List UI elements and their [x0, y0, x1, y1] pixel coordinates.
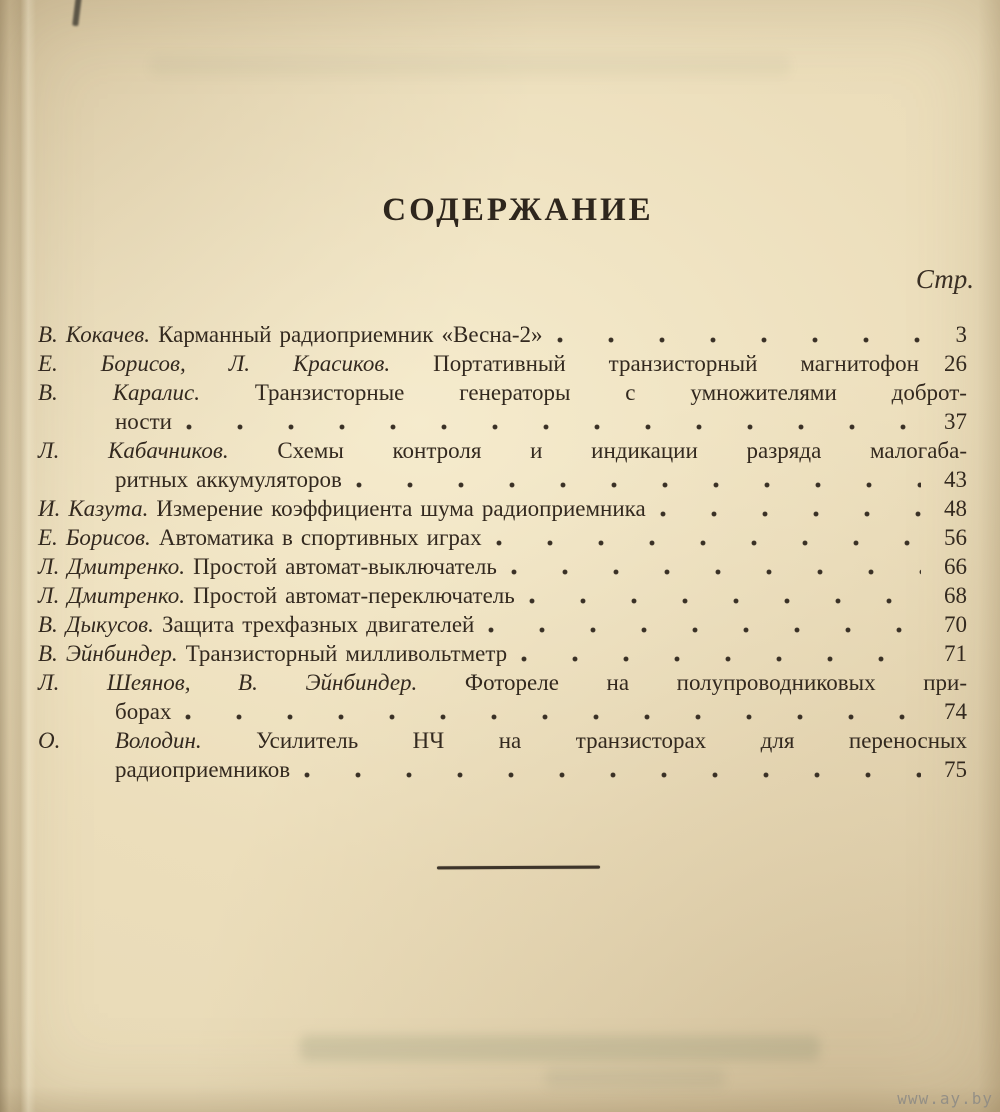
entry-page-number: 70: [944, 612, 967, 637]
entry-authors: Л. Дмитренко.: [38, 583, 186, 608]
corner-mark: [72, 0, 82, 26]
reverse-page-showthrough: [150, 55, 790, 77]
reverse-page-showthrough: [545, 1068, 725, 1088]
dot-leader: [557, 335, 922, 344]
toc-entry-line2: [38, 697, 967, 726]
entry-title: Простой автомат-выключатель: [193, 554, 497, 579]
entry-title: Автоматика в спортивных играх: [158, 525, 482, 550]
dot-leader: [186, 422, 921, 431]
entry-authors: В. Эйнбиндер.: [38, 641, 178, 666]
entry-text: [38, 494, 646, 523]
dot-leader: [488, 625, 921, 634]
entry-page-number: 56: [944, 525, 967, 550]
toc-entry-line1: [38, 668, 967, 697]
dot-leader: [304, 770, 921, 779]
table-of-contents: [38, 320, 967, 784]
entry-text: [38, 610, 474, 639]
entry-text: [38, 581, 515, 610]
entry-page-number: 66: [944, 554, 967, 579]
toc-entry-line2: [38, 465, 967, 494]
entry-text: [38, 349, 919, 378]
watermark: www.ay.by: [897, 1089, 993, 1108]
entry-page-number: 37: [944, 409, 967, 434]
reverse-page-showthrough: [300, 1035, 820, 1061]
page-gutter-crease: [10, 0, 36, 1112]
dot-leader: [496, 538, 921, 547]
toc-entry-line2: [38, 407, 967, 436]
entry-authors: В. Дыкусов.: [38, 612, 154, 637]
toc-entry-line1: [38, 436, 967, 465]
toc-entry: [38, 494, 967, 523]
toc-entry: [38, 349, 967, 378]
dot-leader: [660, 509, 921, 518]
entry-title: Защита трехфазных двигателей: [161, 612, 475, 637]
page-title: СОДЕРЖАНИЕ: [382, 192, 654, 228]
dot-leader: [185, 712, 921, 721]
entry-page-number: 48: [944, 496, 967, 521]
entry-title: Транзисторный милливольтметр: [185, 641, 508, 666]
entry-authors: О. Володин.: [38, 728, 202, 753]
toc-entry-line1: [38, 378, 967, 407]
entry-title: Схемы контроля и индикации разряда малогаба-: [277, 438, 967, 463]
toc-entry: [38, 610, 967, 639]
toc-entry: [38, 320, 967, 349]
entry-authors: И. Казута.: [38, 496, 149, 521]
entry-title: Фотореле на полупроводниковых при-: [464, 670, 967, 695]
dot-leader: [521, 654, 921, 663]
entry-continuation: радиоприемников: [115, 757, 291, 782]
entry-continuation: ритных аккумуляторов: [115, 467, 342, 492]
entry-authors: Л. Дмитренко.: [38, 554, 186, 579]
entry-authors: Е. Борисов, Л. Красиков.: [38, 351, 391, 376]
entry-page-number: 74: [944, 699, 967, 724]
entry-text: [38, 523, 482, 552]
entry-title: Усилитель НЧ на транзисторах для переносных: [256, 728, 967, 753]
dot-leader: [511, 567, 921, 576]
entry-authors: В. Каралис.: [38, 380, 200, 405]
entry-page-number: 26: [944, 351, 967, 376]
entry-text: [38, 320, 543, 349]
entry-page-number: 68: [944, 583, 967, 608]
entry-authors: Л. Кабачников.: [38, 438, 229, 463]
entry-authors: Л. Шеянов, В. Эйнбиндер.: [38, 670, 418, 695]
toc-entry: [38, 639, 967, 668]
entry-page-number: 43: [944, 467, 967, 492]
dot-leader: [529, 596, 921, 605]
entry-authors: Е. Борисов.: [38, 525, 151, 550]
entry-title: Простой автомат-переключатель: [193, 583, 515, 608]
toc-entry-line1: [38, 726, 967, 755]
toc-entry: [38, 552, 967, 581]
entry-authors: В. Кокачев.: [38, 322, 151, 347]
entry-title: Измерение коэффициента шума радиоприемника: [156, 496, 646, 521]
entry-page-number: 3: [955, 322, 967, 347]
entry-continuation: борах: [115, 699, 172, 724]
entry-title: Портативный транзисторный магнитофон: [433, 351, 919, 376]
entry-title: Транзисторные генераторы с умножителями доброт-: [254, 380, 967, 405]
entry-page-number: 71: [944, 641, 967, 666]
entry-text: [38, 552, 497, 581]
toc-entry-line2: [38, 755, 967, 784]
entry-continuation: ности: [115, 409, 172, 434]
toc-entry: [38, 523, 967, 552]
toc-entry: [38, 581, 967, 610]
entry-title: Карманный радиоприемник «Весна-2»: [158, 322, 543, 347]
entry-page-number: 75: [944, 757, 967, 782]
page-column-header: Стр.: [915, 264, 974, 294]
section-divider: [437, 866, 600, 870]
entry-text: [38, 639, 507, 668]
dot-leader: [356, 480, 921, 489]
